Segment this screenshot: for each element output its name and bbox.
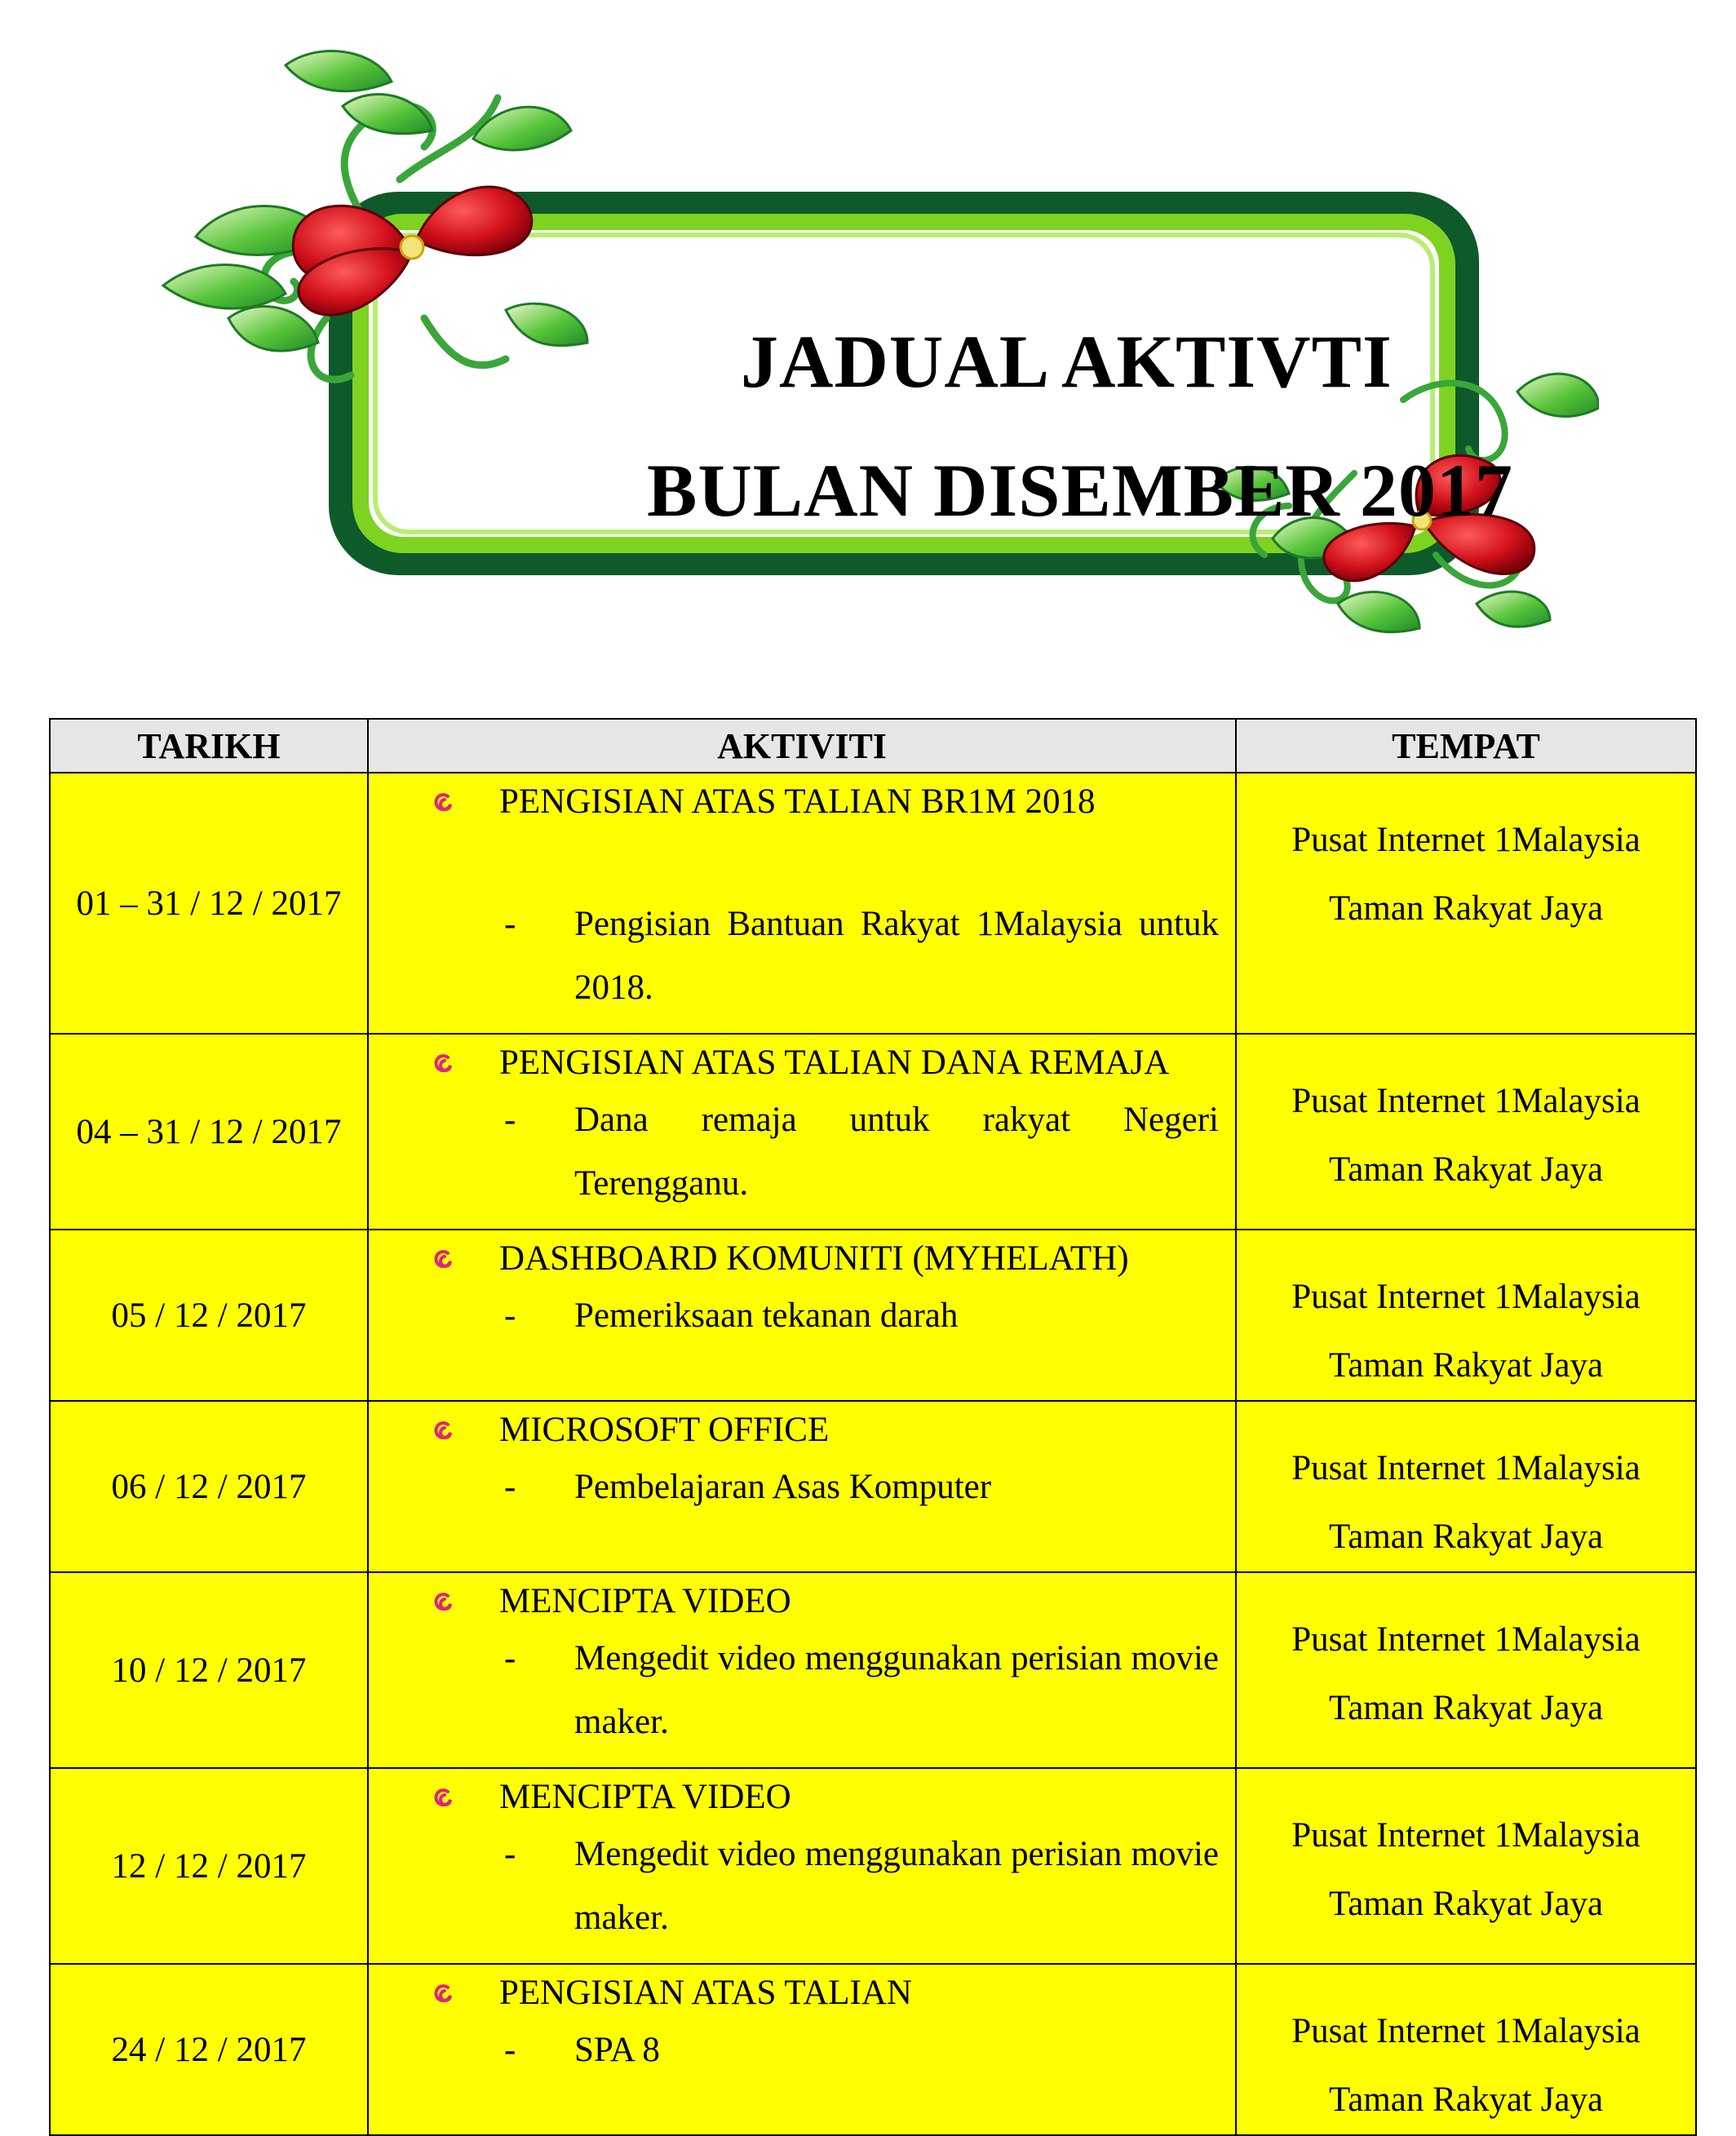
dash-marker: - [504,1835,516,1873]
activity-detail-text: Pembelajaran Asas Komputer [574,1468,992,1506]
activity-title [369,777,1219,827]
swirl-bullet-icon [432,1589,457,1614]
activity-detail-text: Pengisian Bantuan Rakyat 1Malaysia untuk 2018. [574,905,1219,1007]
place-line-1: Pusat Internet 1Malaysia [1291,1816,1641,1855]
place-line-2: Taman Rakyat Jaya [1328,1689,1604,1727]
place-line-1: Pusat Internet 1Malaysia [1291,1620,1641,1659]
activity-detail-text: SPA 8 [574,2031,660,2069]
swirl-bullet-icon [432,1981,457,2005]
date-cell: 06 / 12 / 2017 [50,1401,368,1572]
place-line-1: Pusat Internet 1Malaysia [1291,1082,1641,1120]
activity-cell [368,1572,1236,1768]
date-cell: 24 / 12 / 2017 [50,1964,368,2135]
activity-detail [369,1088,1219,1216]
activity-title [369,1234,1219,1284]
activity-title [369,1038,1219,1088]
activity-cell [368,1034,1236,1230]
activity-cell [368,773,1236,1034]
activity-detail [369,1456,1219,1519]
table-row [50,1034,1696,1230]
page-title-line-1: JADUAL AKTIVTI [741,320,1393,403]
place-cell [1236,1401,1696,1572]
activity-cell [368,1401,1236,1572]
activity-title-text: PENGISIAN ATAS TALIAN BR1M 2018 [499,782,1096,821]
swirl-bullet-icon [432,1418,457,1442]
dash-marker: - [504,1639,516,1677]
place-line-2: Taman Rakyat Jaya [1328,1150,1604,1189]
activity-title-text: DASHBOARD KOMUNITI (MYHELATH) [499,1239,1129,1278]
place-line-1: Pusat Internet 1Malaysia [1291,1449,1641,1487]
activity-detail [369,893,1219,1020]
activity-detail-text: Dana remaja untuk rakyat Negeri Terengganu. [574,1101,1219,1203]
table-row [50,1230,1696,1401]
dash-marker: - [504,2031,516,2069]
place-line-1: Pusat Internet 1Malaysia [1291,1278,1641,1316]
activity-detail-text: Mengedit video menggunakan perisian movie maker. [574,1639,1219,1741]
swirl-bullet-icon [432,1051,457,1075]
place-cell [1236,1572,1696,1768]
activity-title [369,1405,1219,1456]
dash-marker: - [504,1468,516,1506]
place-line-2: Taman Rakyat Jaya [1328,2081,1604,2119]
activity-detail [369,1823,1219,1950]
dash-marker: - [504,1101,516,1139]
date-cell: 01 – 31 / 12 / 2017 [50,773,368,1034]
activity-detail-text: Mengedit video menggunakan perisian movie maker. [574,1835,1219,1937]
activity-schedule-table [49,718,1697,2136]
activity-detail-text: Pemeriksaan tekanan darah [574,1296,959,1335]
table-header-row [50,719,1696,773]
column-header-place: TEMPAT [1236,719,1696,773]
title-banner [131,49,1599,669]
table-row [50,1401,1696,1572]
activity-title-text: MENCIPTA VIDEO [499,1582,791,1620]
activity-title-text: PENGISIAN ATAS TALIAN [499,1974,912,2012]
activity-detail [369,1627,1219,1754]
activity-title-text: PENGISIAN ATAS TALIAN DANA REMAJA [499,1044,1170,1082]
table-row [50,1768,1696,1964]
place-cell [1236,1768,1696,1964]
date-cell: 10 / 12 / 2017 [50,1572,368,1768]
table-row [50,773,1696,1034]
place-cell [1236,1230,1696,1401]
activity-title [369,1968,1219,2019]
activity-title-text: MICROSOFT OFFICE [499,1411,830,1449]
place-line-1: Pusat Internet 1Malaysia [1291,821,1641,859]
activity-cell [368,1964,1236,2135]
dash-marker: - [504,1296,516,1335]
activity-title [369,1576,1219,1627]
date-cell: 12 / 12 / 2017 [50,1768,368,1964]
swirl-bullet-icon [432,1785,457,1810]
activity-cell [368,1768,1236,1964]
place-line-2: Taman Rakyat Jaya [1328,1885,1604,1923]
place-cell [1236,1964,1696,2135]
place-line-1: Pusat Internet 1Malaysia [1291,2012,1641,2050]
activity-cell [368,1230,1236,1401]
activity-title-text: MENCIPTA VIDEO [499,1778,791,1816]
date-cell: 05 / 12 / 2017 [50,1230,368,1401]
place-cell [1236,773,1696,1034]
column-header-date: TARIKH [50,719,368,773]
column-header-activity: AKTIVITI [368,719,1236,773]
activity-detail [369,2019,1219,2082]
table-row [50,1964,1696,2135]
place-line-2: Taman Rakyat Jaya [1328,1346,1604,1385]
place-line-2: Taman Rakyat Jaya [1328,889,1604,928]
page-title-line-2: BULAN DISEMBER 2017 [647,449,1513,532]
swirl-bullet-icon [432,790,457,814]
activity-title [369,1772,1219,1823]
place-line-2: Taman Rakyat Jaya [1328,1518,1604,1556]
place-cell [1236,1034,1696,1230]
table-row [50,1572,1696,1768]
swirl-bullet-icon [432,1247,457,1271]
date-cell: 04 – 31 / 12 / 2017 [50,1034,368,1230]
dash-marker: - [504,905,516,943]
activity-detail [369,1284,1219,1348]
